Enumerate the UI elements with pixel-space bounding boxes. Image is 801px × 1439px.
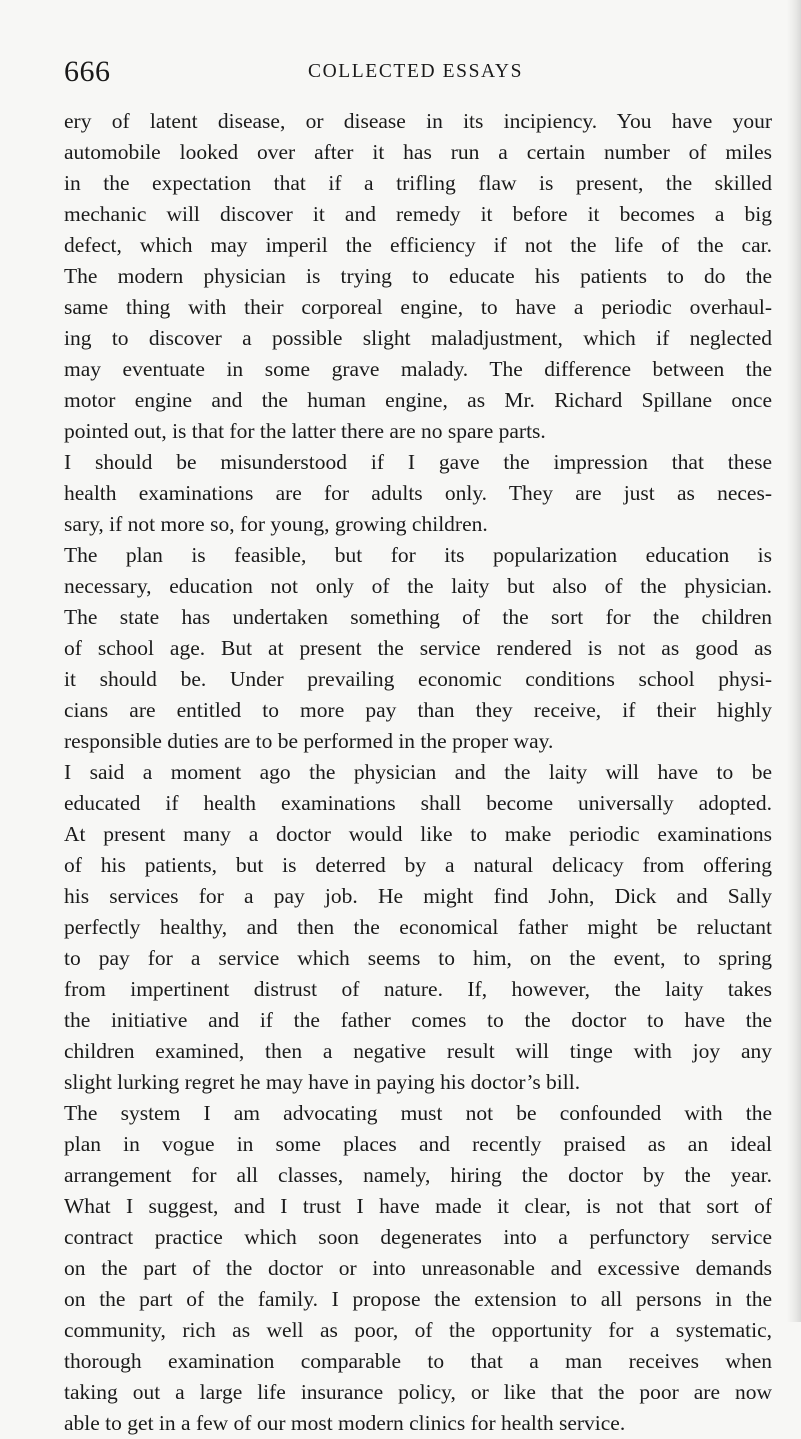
text-line: ing to discover a possible slight maladjustment, which if neglected [64,326,772,350]
text-line: it should be. Under prevailing economic conditions school physi- [64,667,772,691]
text-line: perfectly healthy, and then the economical father might be reluctant [64,915,772,939]
text-line: in the expectation that if a trifling flaw is present, the skilled [64,171,772,195]
text-line: I should be misunderstood if I gave the impression that these [64,450,772,474]
text-line: to pay for a service which seems to him, on the event, to spring [64,946,772,970]
page-header [64,50,734,94]
text-line: The modern physician is trying to educate his patients to do the [64,264,772,288]
text-line: community, rich as well as poor, of the opportunity for a systematic, [64,1318,772,1342]
text-line: necessary, education not only of the laity but also of the physician. [64,574,772,598]
text-line: The plan is feasible, but for its popularization education is [64,543,772,567]
text-line: ery of latent disease, or disease in its incipiency. You have your [64,109,772,133]
text-line: contract practice which soon degenerates into a perfunctory service [64,1225,772,1249]
text-line: The state has undertaken something of the sort for the children [64,605,772,629]
text-line: The system I am advocating must not be confounded with the [64,1101,772,1125]
text-line: children examined, then a negative result will tinge with joy any [64,1039,772,1063]
text-line: of school age. But at present the service rendered is not as good as [64,636,772,660]
page-number: 666 [64,55,111,88]
text-line: able to get in a few of our most modern clinics for health service. [64,1411,626,1435]
text-line: I said a moment ago the physician and the laity will have to be [64,760,772,784]
text-line: thorough examination comparable to that a man receives when [64,1349,772,1373]
text-line: of his patients, but is deterred by a natural delicacy from offering [64,853,772,877]
text-line: defect, which may imperil the efficiency if not the life of the car. [64,233,772,257]
text-line: pointed out, is that for the latter there are no spare parts. [64,419,546,443]
text-line: health examinations are for adults only. They are just as neces- [64,481,772,505]
text-line: taking out a large life insurance policy, or like that the poor are now [64,1380,772,1404]
text-line: arrangement for all classes, namely, hiring the doctor by the year. [64,1163,772,1187]
text-line: slight lurking regret he may have in paying his doctor’s bill. [64,1070,581,1094]
text-line: on the part of the family. I propose the extension to all persons in the [64,1287,772,1311]
text-line: plan in vogue in some places and recently praised as an ideal [64,1132,772,1156]
text-line: automobile looked over after it has run a certain number of miles [64,140,772,164]
text-line: What I suggest, and I trust I have made it clear, is not that sort of [64,1194,772,1218]
text-line: sary, if not more so, for young, growing children. [64,512,488,536]
text-line: At present many a doctor would like to make periodic examinations [64,822,772,846]
text-line: from impertinent distrust of nature. If, however, the laity takes [64,977,772,1001]
page-edge-shadow [787,0,801,1322]
running-head: COLLECTED ESSAYS [308,61,524,82]
text-line: his services for a pay job. He might find John, Dick and Sally [64,884,772,908]
text-line: the initiative and if the father comes to the doctor to have the [64,1008,772,1032]
text-line: mechanic will discover it and remedy it before it becomes a big [64,202,772,226]
body-text [64,106,772,1439]
text-line: educated if health examinations shall become universally adopted. [64,791,772,815]
text-line: cians are entitled to more pay than they receive, if their highly [64,698,772,722]
text-line: on the part of the doctor or into unreasonable and excessive demands [64,1256,772,1280]
text-line: motor engine and the human engine, as Mr. Richard Spillane once [64,388,772,412]
text-line: same thing with their corporeal engine, to have a periodic overhaul- [64,295,772,319]
text-line: responsible duties are to be performed in the proper way. [64,729,554,753]
text-line: may eventuate in some grave malady. The difference between the [64,357,772,381]
